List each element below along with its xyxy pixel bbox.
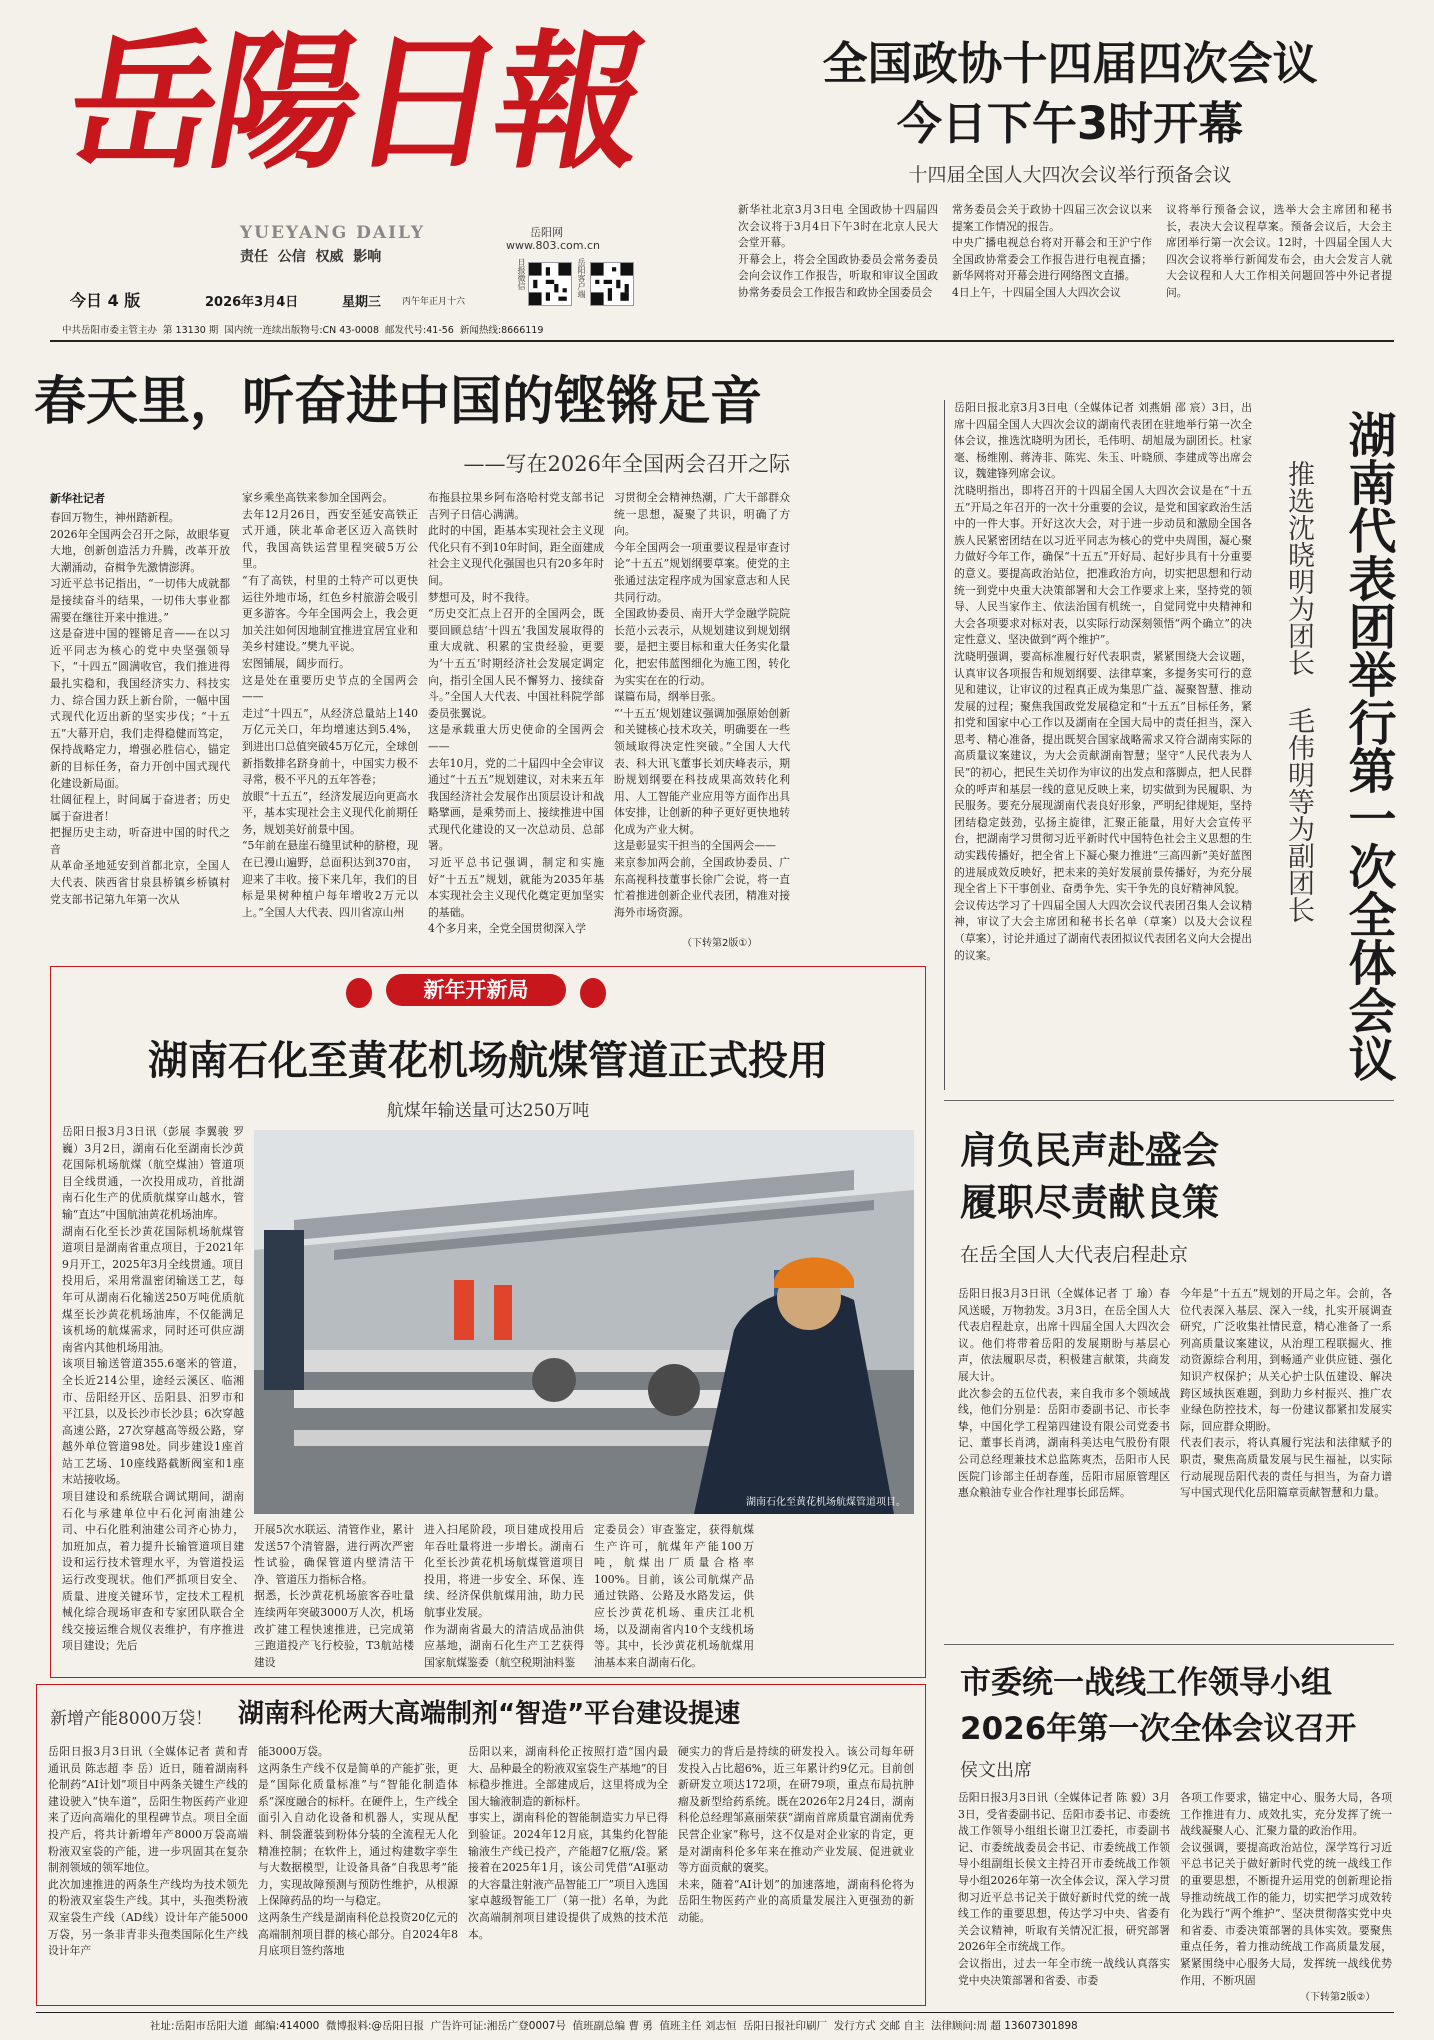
feature-col4: 习贯彻全会精神热潮，广大干部群众统一思想，凝聚了共识，明确了方向。 今年全国两会一项重要议程是审查讨论“十五五”规划纲要草案。使党的主张通过法定程序成为国家意志和人民共同行动。 全国政协委员、南开大学金融学院院长范小云表示，从规划建议到规划纲要，是把主要目标和重大任务实化量化，把宏伟蓝图细化为施工图，转化为实实在在的行动。 谋篇布局，纲举目张。 “‘十五五’规划建议强调加强原始创新和关键核心技术攻关，明确要在一些领域取得决定性突破。”全国人大代表、科大讯飞董事长刘庆峰表示，期盼规划纲要在科技成果高效转化利用、人工智能产业应用等方面作出具体安排，让创新的种子更好更快地转化成为产业大树。 这是彰显实干担当的全国两会—— 来京参加两会前，全国政协委员、广东高视科技董事长徐广会说，将一直忙着推进创新企业代表团，精准对接海外市场资源。: [614, 491, 790, 919]
masthead-motto: 责任 公信 权威 影响: [240, 249, 382, 265]
pipeline-lead: 岳阳日报3月3日讯（彭展 李翼骏 罗巍）3月2日，湖南石化至湖南长沙黄花国际机场航煤（航空煤油）管道项目全线贯通，一次投用成功，首批湖南石化生产的优质航煤穿山越水，管输“直达”中国航油黄花机场油库。 湖南石化至长沙黄花国际机场航煤管道项目是湖南省重点项目，于2021年9月开工，2025年3月全线贯通。项目投用后，采用常温密闭输送工艺，每年可从湖南石化输送250万吨优质航煤至长沙黄花机场油库，不仅能满足该机场的航煤需求，同时还可供应湖南省内其他机场用油。 该项目输送管道355.6毫米的管道，全长近214公里，途经云溪区、临湘市、岳阳经开区、岳阳县、汨罗市和平江县，以及长沙市长沙县；6次穿越高速公路，27次穿越高等级公路，穿越外单位管道98处。同步建设1座首站工艺场、10座线路截断阀室和1座末站接收场。 项目建设和系统联合调试期间，湖南石化与承建单位中石化河南油建公司、中石化胜利油建公司齐心协力，加班加点，着力提升长输管道项目建设和运行技术管理水平，为管道投运运行改变现状。他们严抓项目安全、质量、进度关键环节，定技术工程机械化综合现场审查和专家团队联合全线交接运维合规仪表维护，有序推进项目建设；先后: [62, 1125, 244, 1653]
issue-weekday: 星期三: [342, 295, 382, 310]
qr2-label: 岳阳客户端: [577, 258, 586, 298]
masthead-rule: [50, 340, 1394, 342]
photo-caption: 湖南石化至黄花机场航煤管道项目。: [746, 1497, 906, 1508]
new-year-banner: [346, 968, 606, 1014]
united-front-headline-2: 2026年第一次全体会议召开: [960, 1711, 1357, 1747]
newspaper-logo: 岳陽日報: [55, 15, 655, 189]
deputies-rule: [944, 1100, 1394, 1101]
masthead-pinyin: YUEYANG DAILY: [240, 223, 426, 243]
feature-headline: 春天里，听奋进中国的铿锵足音: [34, 372, 763, 432]
united-front-subhead: 侯文出席: [960, 1760, 1032, 1781]
qr-code-icon: [529, 263, 571, 305]
pipeline-scene-image: [254, 1130, 914, 1514]
footer-info: 社址:岳阳市岳阳大道 邮编:414000 微博报料:@岳阳日报 广告许可证:湘岳广登0007号 值班副总编 曹 勇 值班主任 刘志恒 岳阳日报社印刷厂 发行方式 交邮 自主 法律顾问:周 超 13607301898: [150, 2020, 1078, 2032]
feature-byline: 新华社记者: [50, 492, 105, 505]
united-front-jump[interactable]: （下转第2版②）: [1300, 1992, 1376, 2003]
lantern-right-icon: [580, 978, 606, 1008]
footer-rule: [36, 2012, 1394, 2013]
pipeline-col4: 定委员会）审查鉴定，获得航煤生产许可，航煤年产能100万吨，航煤出厂质量合格率100%。目前，该公司航煤产品通过铁路、公路及水路发运，供应长沙黄花机场、重庆江北机场，以及湖南省内10个支线机场等。其中，长沙黄花机场航煤用油基本来自湖南石化。: [594, 1523, 754, 1668]
npc-headline: 湖南代表团举行第一次全体会议: [1340, 410, 1396, 1082]
pipeline-photo[interactable]: [254, 1130, 914, 1514]
united-front-col2: 各项工作要求，锚定中心、服务大局，各项工作推进有力、成效扎实，充分发挥了统一战线凝聚人心、汇聚力量的政治作用。 会议强调，要提高政治站位，深学笃行习近平总书记关于做好新时代党的统一战线工作的重要思想，不断提升运用党的创新理论指导推动统战工作的能力，切实把学习成效转化为践行“两个维护”、坚决贯彻落实党中央和省委、市委决策部署的具体实效。要聚焦重点任务，着力推动统战工作高质量发展，紧紧围绕中心服务大局，发挥统一战线优势作用，不断巩固: [1180, 1791, 1392, 1986]
pipeline-col2: 开展5次水联运、清管作业，累计发送57个清管器，进行两次严密性试验，确保管道内壁清洁干净、管道压力指标合格。 据悉，长沙黄花机场旅客吞吐量连续两年突破3000万人次，机场改扩建工程快速推进，已完成第三跑道投产飞行校验，T3航站楼建设: [254, 1523, 414, 1668]
deputies-col1: 岳阳日报3月3日讯（全媒体记者 丁 瑜）春风送暖，万物勃发。3月3日，在岳全国人大代表启程赴京，出席十四届全国人大四次会议。他们将带着岳阳的发展期盼与基层心声，依法履职尽责，积极建言献策，共商发展大计。 此次参会的五位代表，来自我市多个领域战线，他们分别是：岳阳市委副书记、市长李挚，中国化学工程第四建设有限公司党委书记、董事长肖鸿，湖南科美达电气股份有限公司总经理兼技术总监陈爽杰，岳阳市人民医院门诊部主任胡春莲，岳阳市屈原管理区惠众粮油专业合作社理事长邱岳辉。: [958, 1287, 1170, 1500]
lantern-left-icon: [346, 978, 372, 1008]
kelun-headline: 湖南科伦两大高端制剂“智造”平台建设提速: [238, 1699, 741, 1729]
deputies-headline-2: 履职尽责献良策: [960, 1181, 1219, 1224]
npc-divider: [944, 400, 945, 1090]
qr-code-icon: [591, 263, 633, 305]
banner-label: 新年开新局: [386, 974, 566, 1006]
kelun-col3: 岳阳以来，湖南科伦正按照打造“国内最大、品种最全的粉液双室袋生产基地”的目标稳步推进。全部建成后，这里将成为全国大输液制造的新标杆。 事实上，湖南科伦的智能制造实力早已得到验证。2024年12月底，其集约化智能输液生产线已投产，产能超7亿瓶/袋。紧接着在2025年1月，该公司凭借“AI驱动的大容量注射液产品智能工厂”项目入选国家卓越级智能工厂（第一批）名单，为此次高端制剂项目建设提供了成熟的技术范本。: [468, 1745, 668, 1941]
qr-code-app[interactable]: [590, 262, 634, 306]
kelun-kicker: 新增产能8000万袋！: [50, 1709, 213, 1729]
united-front-col1: 岳阳日报3月3日讯（全媒体记者 陈 毅）3月3日，受省委副书记、岳阳市委书记、市委统战工作领导小组组长谢卫江委托，市委副书记、市委统战委员会书记、市委统战工作领导小组副组长侯文主持召开市委统战工作领导小组2026年第一次全体会议，深入学习贯彻习近平总书记关于做好新时代党的统一战线工作的重要思想，传达学习中央、省委有关会议精神，听取有关情况汇报，研究部署2026年全市统战工作。 会议指出，过去一年全市统一战线认真落实党中央决策部署和省委、市委: [958, 1791, 1170, 1987]
masthead: [50, 15, 750, 318]
feature-subhead: ——写在2026年全国两会召开之际: [463, 452, 790, 476]
feature-jump[interactable]: （下转第2版①）: [682, 938, 758, 949]
qr-code-wechat[interactable]: [528, 262, 572, 306]
top-headline-2: 今日下午3时开幕: [896, 97, 1244, 150]
edition-label: 今日 4 版: [70, 291, 141, 310]
united-front-rule: [944, 1644, 1394, 1645]
lunar-date: 丙午年正月十六: [402, 297, 466, 307]
feature-col2: 家乡乘坐高铁来参加全国两会。 去年12月26日，西安至延安高铁正式开通，陕北革命老区迈入高铁时代，我国高铁运营里程突破5万公里。 “有了高铁，村里的土特产可以更快运往外地市场，红色乡村旅游会吸引更多游客。今年全国两会上，我会更加关注如何因地制宜推进宜居宜业和美乡村建设。”樊九平说。 宏图铺展，阔步而行。 这是处在重要历史节点的全国两会—— 走过“十四五”，从经济总量站上140万亿元关口，年均增速达到5.4%，到进出口总值突破45万亿元，全球创新指数排名跻身前十，中国实力极不寻常，极不平凡的五年答卷； 放眼“十五五”，经济发展迈向更高水平，基本实现社会主义现代化前期任务，规划美好前景中国。 “5年前在悬崖石缝里试种的脐橙，现在已漫山遍野，总面积达到370亩，迎来了丰收。接下来几年，我们的目标是果树种植户每年增收2万元以上。”全国人大代表、四川省凉山州: [242, 491, 418, 919]
top-story-col3: 议将举行预备会议，选举大会主席团和秘书长，表决大会议程草案。预备会议后，大会主席团举行第一次会议。12时，十四届全国人大四次会议将举行新闻发布会，由大会发言人就大会议程和人大工作相关问题回答中外记者提问。: [1166, 203, 1392, 299]
kelun-col1: 岳阳日报3月3日讯（全媒体记者 黄和青 通讯员 陈志超 李 岳）近日，随着湖南科伦制药“AI计划”项目中两条关键生产线的建设驶入“快车道”，岳阳生物医药产业迎来了迈向高端化的里程碑节点。项目全面投产后，将共计新增年产8000万袋高端粉液双室袋的产能，进一步巩固其在复杂制剂领域的领军地位。 此次加速推进的两条生产线均为技术领先的粉液双室袋生产线。其中，头孢类粉液双室袋生产线（AD线）设计年产能5000万袋，另一条非青非头孢类国际化生产线设计年产: [48, 1745, 248, 1958]
pipeline-subhead: 航煤年输送量可达250万吨: [386, 1101, 590, 1121]
issue-date: 2026年3月4日: [205, 295, 299, 310]
united-front-headline-1: 市委统一战线工作领导小组: [960, 1665, 1332, 1701]
kelun-col4: 硬实力的背后是持续的研发投入。该公司每年研发投入占比超6%，近三年累计约9亿元。目前创新研发立项达172项，在研79项，重点布局抗肿瘤及新型给药系统。既在2026年2月24日，湖南科伦总经理邹熹丽荣获“湖南首席质量官湖南优秀民营企业家”称号，这不仅是对企业家的肯定，更是对湖南科伦多年来在推动产业发展、促进就业等方面贡献的褒奖。 未来，随着“AI计划”的加速落地，湖南科伦将为岳阳生物医药产业的高质量发展注入更强劲的新动能。: [678, 1745, 914, 1924]
top-story-col1: 新华社北京3月3日电 全国政协十四届四次会议将于3月4日下午3时在北京人民大会堂开幕。 开幕会上，将会全国政协委员会常务委员会向会议作工作报告，听取和审议全国政协常务委员会工作报告和政协全国委员会: [738, 203, 938, 299]
kelun-col2: 能3000万袋。 这两条生产线不仅是简单的产能扩张，更是“国际化质量标准”与“智能化制造体系”深度融合的标杆。在硬件上，生产线全面引入自动化设备和机器人，实现从配料、制袋灌装到粉体分装的全流程无人化精准控制；在软件上，通过构建数字孪生与大数据模型，让设备具备“自我思考”能力，实现故障预测与预防性维护，从根源上保障药品的均一与稳定。 这两条生产线是湖南科伦总投资20亿元的高端制剂项目群的核心部分。自2024年8月底项目签约落地: [258, 1745, 458, 1958]
pipeline-headline: 湖南石化至黄花机场航煤管道正式投用: [148, 1038, 828, 1084]
deputies-headline-1: 肩负民声赴盛会: [960, 1129, 1219, 1172]
publisher-line: 中共岳阳市委主管主办 第 13130 期 国内统一连续出版物号:CN 43-0008 邮发代号:41-56 新闻热线:8666119: [62, 325, 544, 336]
deputies-subhead: 在岳全国人大代表启程赴京: [960, 1244, 1189, 1266]
feature-col3: 布拖县拉果乡阿布洛哈村党支部书记吉列子日信心满满。 此时的中国，距基本实现社会主义现代化只有不到10年时间，距全面建成社会主义现代化强国也只有20多年时间。 梦想可及，时不我待。 “历史交汇点上召开的全国两会，既要回顾总结‘十四五’我国发展取得的重大成就、积累的宝贵经验，更要为‘十五五’时期经济社会发展定调定向，指引全国人民不懈努力、接续奋斗。”全国人大代表、中国社科院学部委员张翼说。 这是承载重大历史使命的全国两会—— 去年10月，党的二十届四中全会审议通过“十五五”规划建议，对未来五年我国经济社会发展作出顶层设计和战略擘画，是乘势而上、接续推进中国式现代化建设的又一次总动员、总部署。 习近平总书记强调，制定和实施好“十五五”规划，就能为2035年基本实现社会主义现代化奠定更加坚实的基础。 4个多月来，全党全国贯彻深入学: [428, 491, 604, 936]
npc-subhead: 推选沈晓明为团长 毛伟明等为副团长: [1283, 460, 1314, 923]
site-label: 岳阳网: [530, 226, 563, 239]
feature-col1: 春回万物生，神州踏新程。 2026年全国两会召开之际，故眼华夏大地，创新创造活力升腾，改革开放大潮涌动，奋楫争先激情澎湃。 习近平总书记指出，“一切伟大成就都是接续奋斗的结果，一切伟大事业都需要在继往开来中推进。” 这是奋进中国的铿锵足音——在以习近平同志为核心的党中央坚强领导下，“十四五”圆满收官，我们推进得最扎实稳和，我国经济实力、科技实力、综合国力跃上新台阶，一幅中国式现代化迈出新的坚实步伐；“十五五”大幕开启，我们走得稳健而笃定，保持战略定力，增强必胜信心，锚定新的目标任务，奋力开创中国式现代化建设新局面。 壮阔征程上，时间属于奋进者；历史属于奋进者！ 把握历史主动，听奋进中国的时代之音 从革命圣地延安到首都北京，全国人大代表、陕西省甘泉县桥镇乡桥镇村党支部书记第九年第一次从: [50, 511, 230, 906]
top-story-col2: 常务委员会关于政协十四届三次会议以来提案工作情况的报告。 中央广播电视总台将对开幕会和王沪宁作全国政协常委会工作报告进行电视直播；新华网将对开幕会进行网络图文直播。 4日上午，十四届全国人大四次会议: [952, 203, 1152, 299]
pipeline-col3: 进入扫尾阶段，项目建成投用后年吞吐量将进一步增长。湖南石化至长沙黄花机场航煤管道项目投用，将进一步安全、环保、连续、经济保供航煤用油，助力民航事业发展。 作为湖南省最大的清洁成品油供应基地，湖南石化生产工艺获得国家航煤鉴委（航空税期油料鉴: [424, 1523, 584, 1668]
site-url[interactable]: www.803.com.cn: [506, 239, 600, 252]
qr1-label: 日报微信: [517, 258, 526, 290]
deputies-col2: 今年是“十五五”规划的开局之年。会前，各位代表深入基层、深入一线，扎实开展调查研究，广泛收集社情民意，精心准备了一系列高质量议案建议，从治理工程联掘火、推动资源综合利用，到畅通产业供应链、强化知识产权保护；从关心护士队伍建设、解决跨区域执医难题，到助力乡村振兴、推广农业绿色防控技术，每一份建议都紧扣发展实际，回应群众期盼。 代表们表示，将认真履行宪法和法律赋予的职责，聚焦高质量发展与民生福祉，以实际行动展现岳阳代表的责任与担当，为奋力谱写中国式现代化岳阳篇章贡献智慧和力量。: [1180, 1287, 1392, 1500]
npc-body: 岳阳日报北京3月3日电（全媒体记者 刘燕娟 邵 宸）3日，出席十四届全国人大四次会议的湖南代表团在驻地举行第一次全体会议，推选沈晓明为团长，毛伟明、胡旭晟为副团长。杜家毫、杨维刚、蒋涛非、陈宪、朱玉、叶晓颀、李建成等出席会议，魏建锋列席会议。 沈晓明指出，即将召开的十四届全国人大四次会议是在“十五五”开局之年召开的一次十分重要的会议，是党和国家政治生活中的一件大事。开好这次大会，对于进一步动员和激励全国各族人民紧密团结在以习近平同志为核心的党中央周围，凝心聚力做好今年工作，确保“十五五”开好局、起好步具有十分重要的意义。要提高政治站位，把准政治方向，切实把思想和行动统一到党中央重大决策部署和大会工作要求上来，坚持党的领导、人民当家作主、依法治国有机统一，自觉同党中央精神和大会各项要求对标对表，以实际行动深刻领悟“两个确立”的决定性意义、坚决做到“两个维护”。 沈晓明强调，要高标准履行好代表职责，紧紧围绕大会议题，认真审议各项报告和规划纲要、法律草案，多提务实可行的意见和建议，让审议的过程真正成为集思广益、凝聚智慧、推动发展的过程；聚焦我国政党发展稳定和“十五五”目标任务，紧扣党和国家中心工作以及湖南在全国大局中的责任担当，深入思考、精心准备，提出既契合国家战略需求又符合湖南实际的高质量议案建议，为大会贡献湖南智慧；坚守“人民代表为人民”的初心，把民生关切作为审议的出发点和落脚点，把人民群众的呼声和基层一线的意见反映上来，切实做到为民履职、为民服务。要充分展现湖南代表良好形象，严明纪律规矩，坚持团结稳定鼓劲，弘扬主旋律，汇聚正能量，用好大会宣传平台，把湖南学习贯彻习近平新时代中国特色社会主义思想的生动实践传播好，把全省上下凝心聚力推进“三高四新”美好蓝图的进展成效反映好，把未来的美好发展前景传播好，为充分展现全省上下干事创业、奋勇争先、实干争先的良好精神风貌。 会议传达学习了十四届全国人大四次会议代表团召集人会议精神，审议了大会主席团和秘书长名单（草案）以及大会议程（草案），讨论并通过了湖南代表团拟议代表团名义向大会提出的议案。: [954, 401, 1252, 962]
top-headline-1: 全国政协十四届四次会议: [822, 37, 1318, 90]
top-subhead: 十四届全国人大四次会议举行预备会议: [908, 164, 1232, 186]
